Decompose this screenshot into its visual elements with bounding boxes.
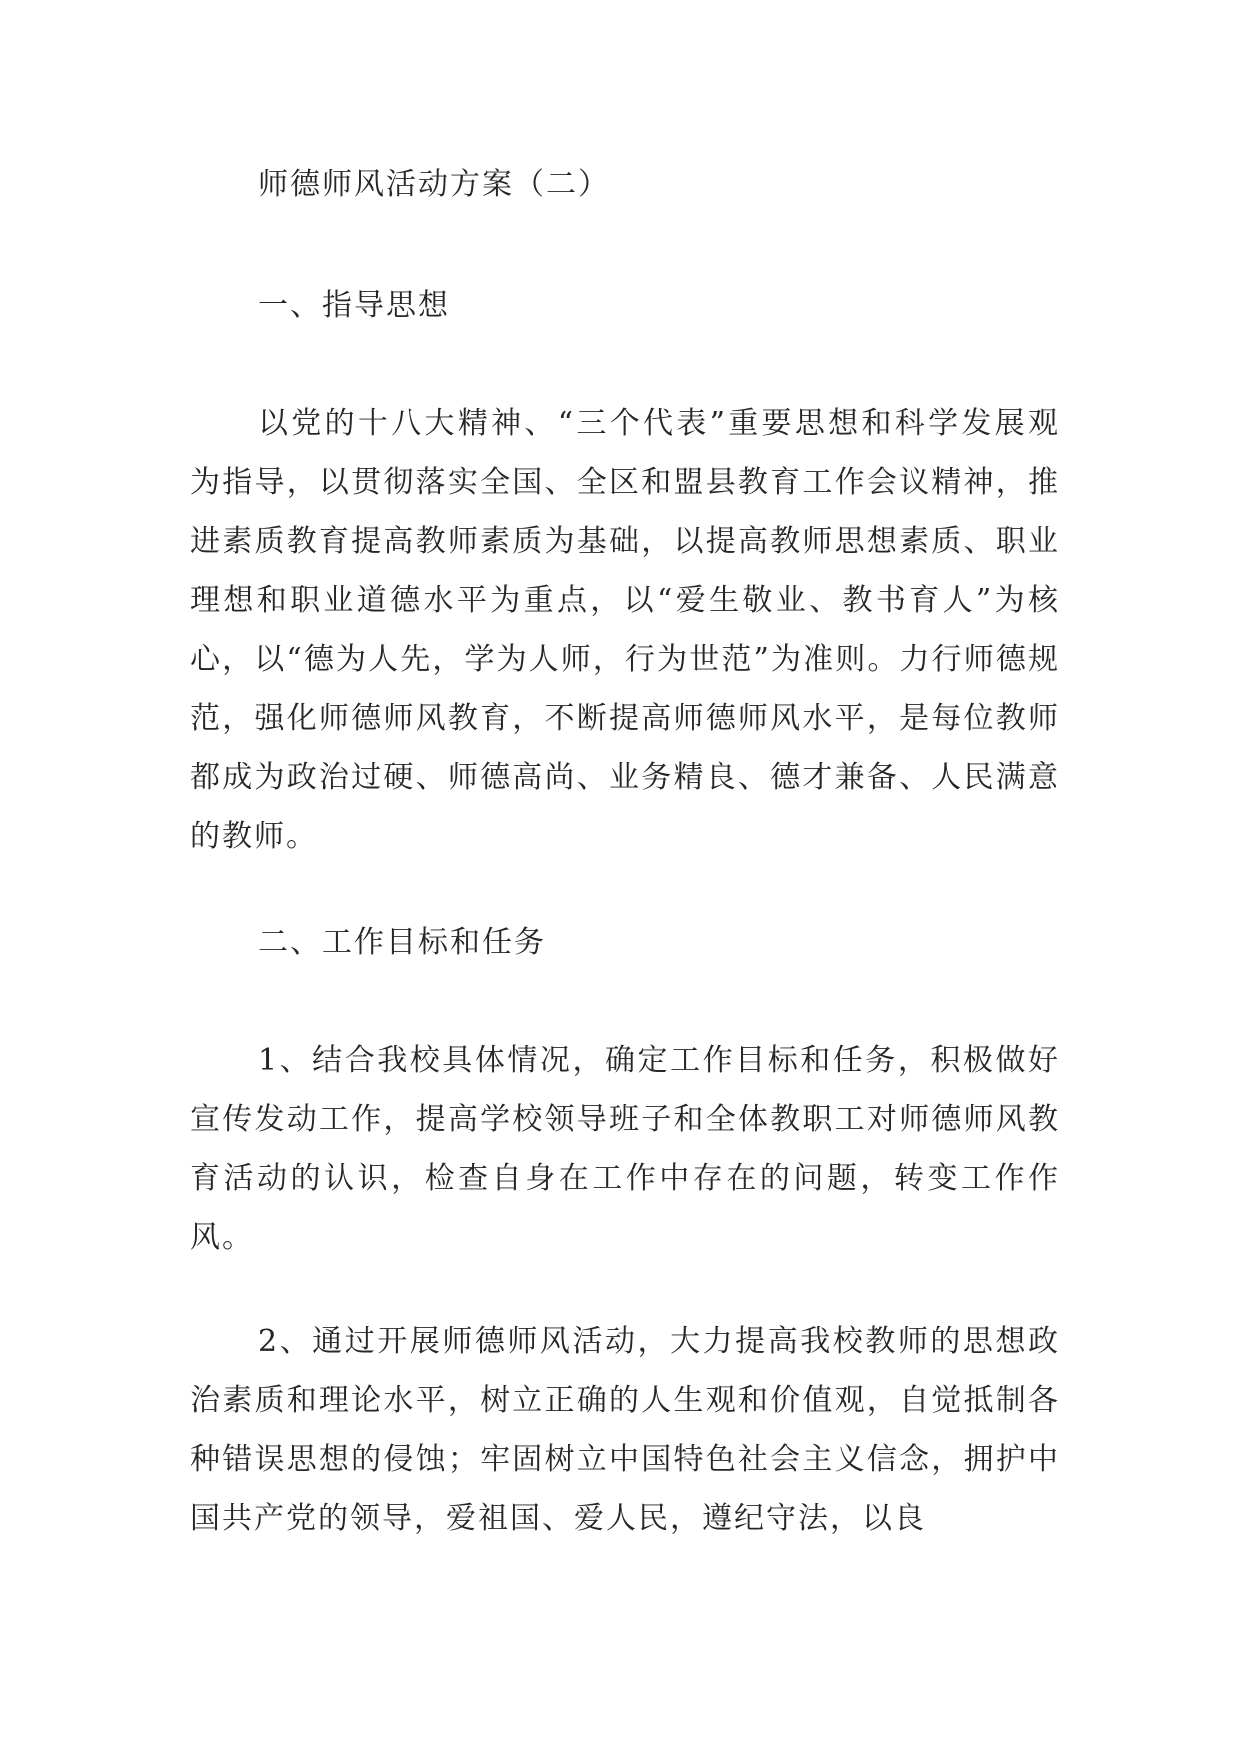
section-heading-guiding-ideology: 一、指导思想 — [258, 288, 450, 323]
paragraph-goal-1: 1、结合我校具体情况，确定工作目标和任务，积极做好宣传发动工作，提高学校领导班子和全体教职工对师德师风教育活动的认识，检查自身在工作中存在的问题，转变工作作风。 — [190, 1043, 1060, 1255]
paragraph-goal-2: 2、通过开展师德师风活动，大力提高我校教师的思想政治素质和理论水平，树立正确的人生观和价值观，自觉抵制各种错误思想的侵蚀；牢固树立中国特色社会主义信念，拥护中国共产党的领导，爱祖国、爱人民，遵纪守法，以良 — [190, 1324, 1060, 1536]
document-title: 师德师风活动方案（二） — [258, 167, 610, 202]
section-heading-goals-and-tasks: 二、工作目标和任务 — [258, 925, 546, 960]
paragraph-guiding-ideology: 以党的十八大精神、“三个代表”重要思想和科学发展观为指导，以贯彻落实全国、全区和盟县教育工作会议精神，推进素质教育提高教师素质为基础，以提高教师思想素质、职业理想和职业道德水平为重点，以“爱生敬业、教书育人”为核心，以“德为人先，学为人师，行为世范”为准则。力行师德规范，强化师德师风教育，不断提高师德师风水平，是每位教师都成为政治过硬、师德高尚、业务精良、德才兼备、人民满意的教师。 — [190, 406, 1060, 854]
